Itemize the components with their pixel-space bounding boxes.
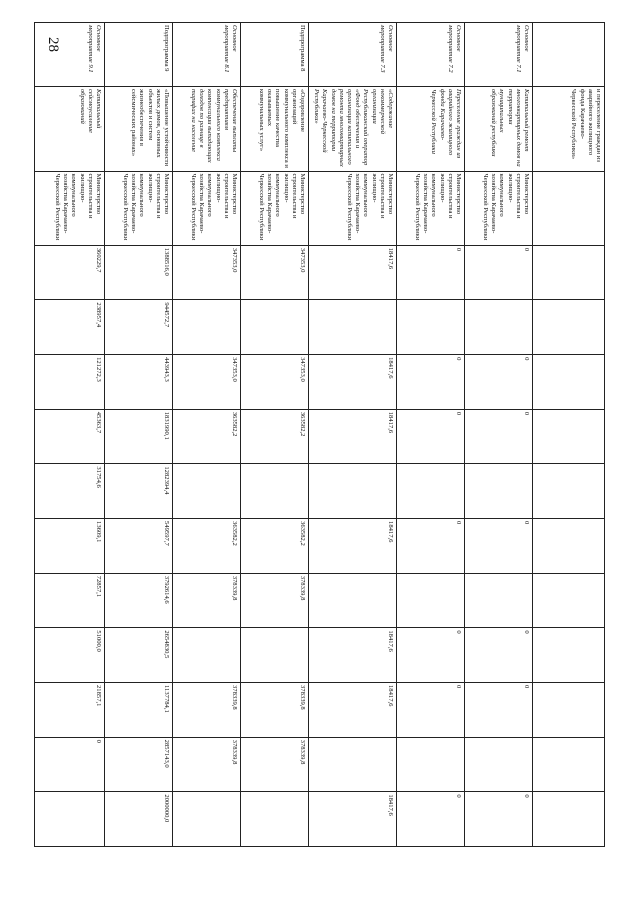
- value-cell: 1388516,0: [105, 245, 173, 300]
- value-cell: 360229,7: [35, 245, 105, 300]
- value-cell: [397, 573, 465, 628]
- value-cell: 0: [465, 245, 533, 300]
- value-cell: [173, 464, 241, 519]
- value-cell: 363582,2: [173, 519, 241, 574]
- value-cell: [533, 792, 605, 847]
- value-cell: 0: [397, 628, 465, 683]
- rotated-table-container: [53, 22, 605, 847]
- row-name: «Повышение устойчивости жилых домов, основных объектов и систем жизнеобеспечения в сейсмических районах»: [105, 86, 173, 171]
- value-cell: 18417,6: [309, 519, 397, 574]
- value-cell: [173, 792, 241, 847]
- value-cell: [309, 464, 397, 519]
- value-cell: 1831990,1: [105, 409, 173, 464]
- value-cell: [465, 573, 533, 628]
- value-cell: [241, 792, 309, 847]
- value-cell: 1282394,4: [105, 464, 173, 519]
- value-cell: [533, 683, 605, 738]
- row-name: Обеспечение выплаты предприятиям коммунального комплекса компенсации выпадающих доходов по разнице в тарифах на население: [173, 86, 241, 171]
- table-body: [35, 23, 605, 847]
- row-name: Капитальный сейсмоусиление образований: [35, 86, 105, 171]
- value-cell: [397, 464, 465, 519]
- value-cell: [397, 737, 465, 792]
- row-name: «Содержание некоммерческой организации Республиканский оператор «Фонд обеспечения и организации капитального ремонта многоквартирных домов на территории Карачаево-Черкесской Республики»: [309, 86, 397, 171]
- row-name: «Оздоровление организаций коммунального комплекса и повышение качества оказываемых коммунальных услуг»: [241, 86, 309, 171]
- row-name: Переселение граждан из аварийного жилищного фонда Карачаево-Черкесской Республики: [397, 86, 465, 171]
- value-cell: [241, 464, 309, 519]
- value-cell: 0: [397, 519, 465, 574]
- value-cell: [533, 355, 605, 410]
- value-cell: 378339,8: [173, 573, 241, 628]
- row-label: Основное мероприятие 7.3: [309, 23, 397, 87]
- value-cell: 18417,6: [309, 355, 397, 410]
- value-cell: 944572,7: [105, 300, 173, 355]
- value-cell: 13609,1: [35, 519, 105, 574]
- value-cell: [35, 792, 105, 847]
- row-name: и переселение граждан из аварийного жилищного фонда Карачаево-Черкесской Республики»: [533, 86, 605, 171]
- value-cell: [533, 573, 605, 628]
- value-cell: 347353,0: [173, 245, 241, 300]
- value-cell: [533, 300, 605, 355]
- table-row: [105, 23, 173, 847]
- value-cell: 0: [465, 683, 533, 738]
- value-cell: [465, 300, 533, 355]
- value-cell: [241, 628, 309, 683]
- value-cell: 18417,6: [309, 245, 397, 300]
- value-cell: 0: [465, 519, 533, 574]
- value-cell: 2654830,5: [105, 628, 173, 683]
- value-cell: 51000,0: [35, 628, 105, 683]
- value-cell: [173, 628, 241, 683]
- row-label: Подпрограмма 8: [241, 23, 309, 87]
- value-cell: 378339,8: [241, 573, 309, 628]
- row-label: Подпрограмма 9: [105, 23, 173, 87]
- value-cell: 2000000,0: [105, 792, 173, 847]
- value-cell: 363582,2: [173, 409, 241, 464]
- row-name: Капитальный ремонт многоквартирных домов на территории муниципальных образований республики: [465, 86, 533, 171]
- value-cell: 0: [465, 355, 533, 410]
- value-cell: 0: [397, 409, 465, 464]
- value-cell: 378339,8: [173, 737, 241, 792]
- value-cell: 0: [35, 737, 105, 792]
- row-label: Основное мероприятие 8.1: [173, 23, 241, 87]
- row-label: Основное мероприятие 9.1: [35, 23, 105, 87]
- row-executor: Министерство строительства и жилищно-коммунального хозяйства Карачаево-Черкесской Республики: [173, 171, 241, 245]
- value-cell: 72857,1: [35, 573, 105, 628]
- value-cell: [309, 573, 397, 628]
- value-cell: [533, 245, 605, 300]
- row-executor: Министерство строительства и жилищно-коммунального хозяйства Карачаево-Черкесской Республики: [309, 171, 397, 245]
- row-label: Основное мероприятие 7.2: [397, 23, 465, 87]
- value-cell: 2857143,0: [105, 737, 173, 792]
- value-cell: 549597,7: [105, 519, 173, 574]
- value-cell: [533, 409, 605, 464]
- value-cell: 378339,8: [241, 737, 309, 792]
- value-cell: 0: [465, 409, 533, 464]
- value-cell: [241, 300, 309, 355]
- value-cell: 1137784,1: [105, 683, 173, 738]
- row-executor: Министерство строительства и жилищно-коммунального хозяйства Карачаево-Черкесской Республики: [397, 171, 465, 245]
- value-cell: 0: [465, 628, 533, 683]
- row-executor: [533, 171, 605, 245]
- value-cell: 0: [397, 792, 465, 847]
- value-cell: 31754,6: [35, 464, 105, 519]
- value-cell: 45363,7: [35, 409, 105, 464]
- table-row: [465, 23, 533, 847]
- value-cell: 18417,6: [309, 628, 397, 683]
- value-cell: 0: [397, 683, 465, 738]
- budget-table: [34, 22, 605, 847]
- value-cell: 347353,0: [173, 355, 241, 410]
- table-row: [397, 23, 465, 847]
- value-cell: 347353,0: [241, 355, 309, 410]
- value-cell: [533, 519, 605, 574]
- value-cell: [533, 628, 605, 683]
- row-executor: Министерство строительства и жилищно-коммунального хозяйства Карачаево-Черкесской Республики: [35, 171, 105, 245]
- value-cell: 378339,8: [173, 683, 241, 738]
- row-label: Основное мероприятие 7.1: [465, 23, 533, 87]
- row-executor: Министерство строительства и жилищно-коммунального хозяйства Карачаево-Черкесской Республики: [465, 171, 533, 245]
- table-row: [533, 23, 605, 847]
- value-cell: [533, 737, 605, 792]
- table-row: [309, 23, 397, 847]
- value-cell: [397, 300, 465, 355]
- value-cell: [173, 300, 241, 355]
- value-cell: 18417,6: [309, 409, 397, 464]
- value-cell: 0: [397, 245, 465, 300]
- value-cell: 121272,3: [35, 355, 105, 410]
- value-cell: 378339,8: [241, 683, 309, 738]
- value-cell: 347353,0: [241, 245, 309, 300]
- table-row: [173, 23, 241, 847]
- table-row: [241, 23, 309, 847]
- row-executor: Министерство строительства и жилищно-коммунального хозяйства Карачаево-Черкесской Республики: [105, 171, 173, 245]
- value-cell: 443943,3: [105, 355, 173, 410]
- value-cell: 18417,6: [309, 792, 397, 847]
- value-cell: 3792614,6: [105, 573, 173, 628]
- value-cell: 363582,2: [241, 519, 309, 574]
- table-row: [35, 23, 105, 847]
- value-cell: [309, 300, 397, 355]
- value-cell: 21857,1: [35, 683, 105, 738]
- value-cell: [465, 737, 533, 792]
- value-cell: 18417,6: [309, 683, 397, 738]
- row-executor: Министерство строительства и жилищно-коммунального хозяйства Карачаево-Черкесской Республики: [241, 171, 309, 245]
- page-number: 28: [44, 36, 61, 52]
- value-cell: 0: [465, 792, 533, 847]
- value-cell: 363582,2: [241, 409, 309, 464]
- value-cell: [309, 737, 397, 792]
- value-cell: [465, 464, 533, 519]
- value-cell: 0: [397, 355, 465, 410]
- value-cell: 238957,4: [35, 300, 105, 355]
- row-label: [533, 23, 605, 87]
- value-cell: [533, 464, 605, 519]
